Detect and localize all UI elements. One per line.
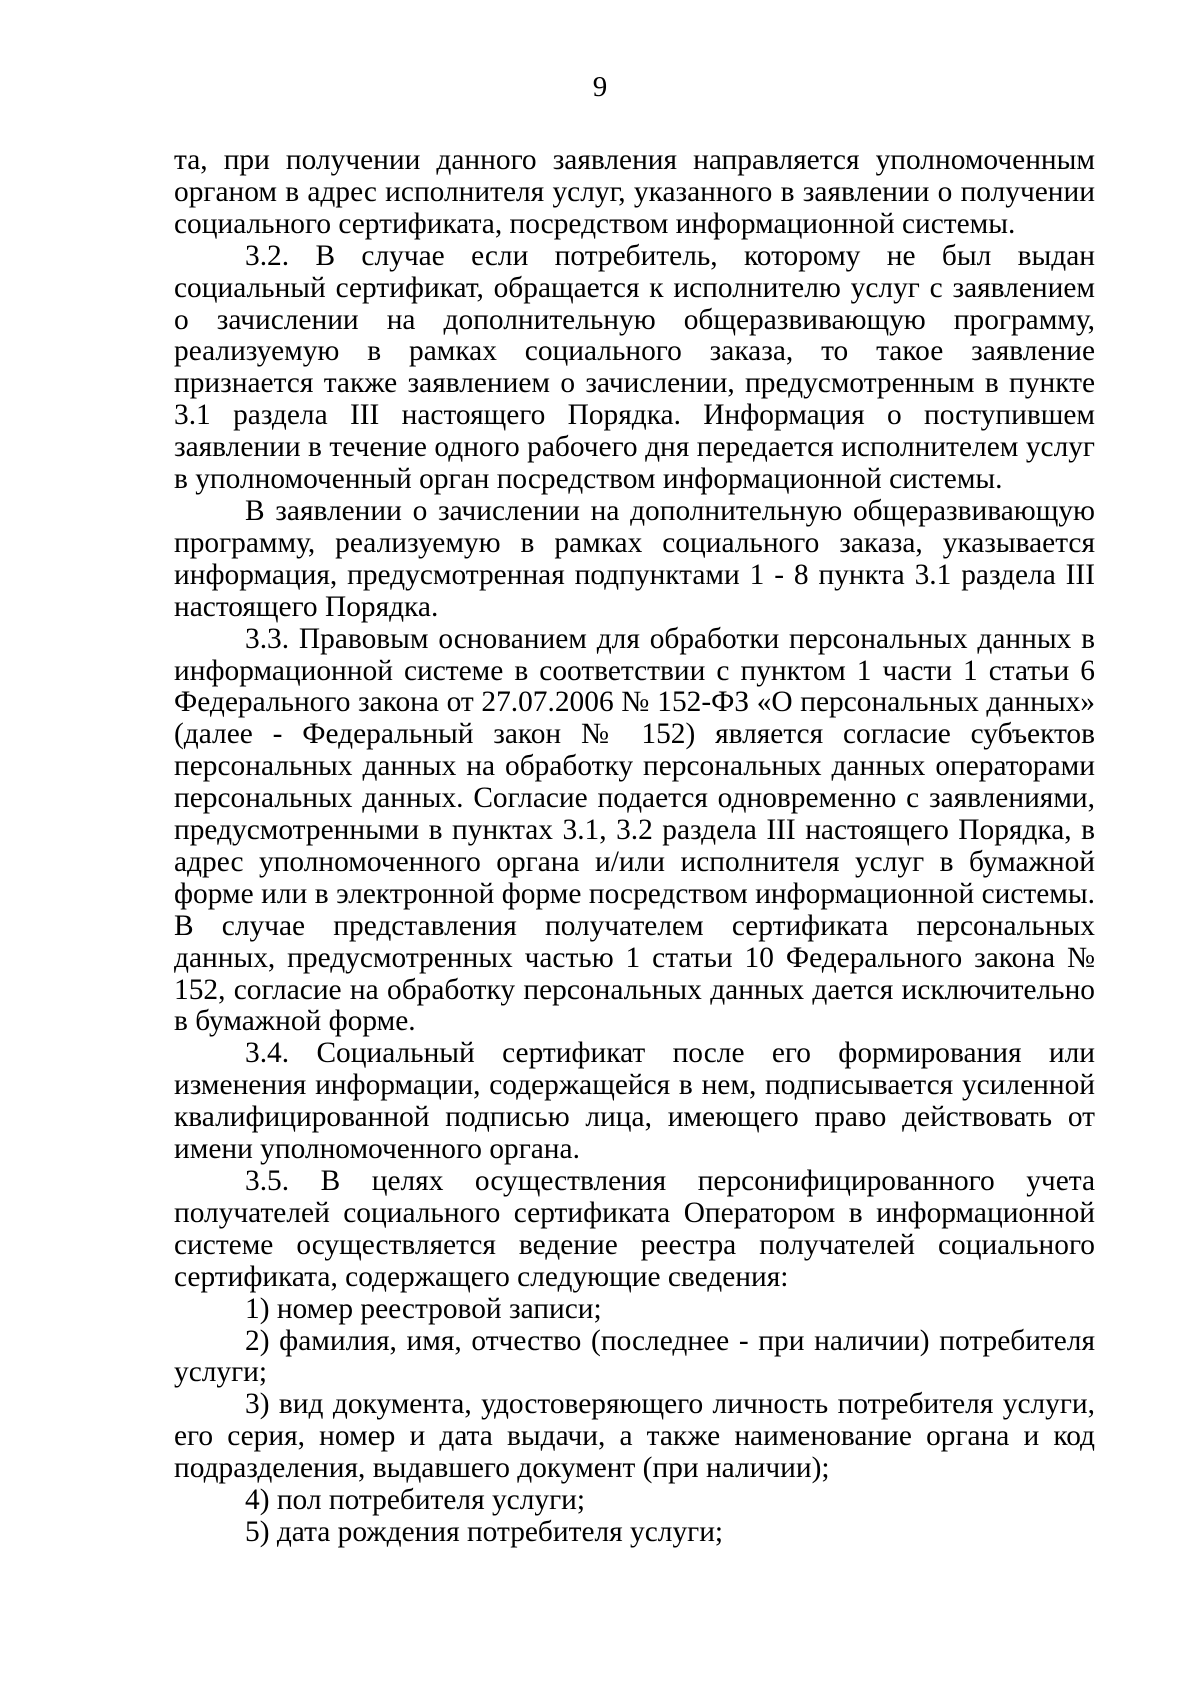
- list-item-3: 3) вид документа, удостоверяющего личность потребителя услуги, его серия, номер и дата выдачи, а также наименование органа и код подразделения, выдавшего документ (при наличии);: [174, 1388, 1095, 1485]
- paragraph-3-3: 3.3. Правовым основанием для обработки персональных данных в информационной системе в соответствии с пунктом 1 части 1 статьи 6 Федерального закона от 27.07.2006 № 152-ФЗ «О персональных данных» (далее - Федеральный закон № 152) является согласие субъектов персональных данных на обработку персональных данных операторами персональных данных. Согласие подается одновременно с заявлениями, предусмотренными в пунктах 3.1, 3.2 раздела III настоящего Порядка, в адрес уполномоченного органа и/или исполнителя услуг в бумажной форме или в электронной форме посредством информационной системы. В случае представления получателем сертификата персональных данных, предусмотренных частью 1 статьи 10 Федерального закона № 152, согласие на обработку персональных данных дается исключительно в бумажной форме.: [174, 622, 1095, 1038]
- page-number: 9: [592, 71, 608, 103]
- document-body: [174, 145, 1095, 1549]
- paragraph-3-2-application-info: В заявлении о зачислении на дополнительную общеразвивающую программу, реализуемую в рамках социального заказа, указывается информация, предусмотренная подпунктами 1 - 8 пункта 3.1 раздела III настоящего Порядка.: [174, 494, 1095, 623]
- paragraph-3-4: 3.4. Социальный сертификат после его формирования или изменения информации, содержащейся в нем, подписывается усиленной квалифицированной подписью лица, имеющего право действовать от имени уполномоченного органа.: [174, 1037, 1095, 1166]
- paragraph-3-2: 3.2. В случае если потребитель, которому не был выдан социальный сертификат, обращается к исполнителю услуг с заявлением о зачислении на дополнительную общеразвивающую программу, реализуемую в рамках социального заказа, то такое заявление признается также заявлением о зачислении, предусмотренным в пункте 3.1 раздела III настоящего Порядка. Информация о поступившем заявлении в течение одного рабочего дня передается исполнителем услуг в уполномоченный орган посредством информационной системы.: [174, 239, 1095, 496]
- list-item-1: 1) номер реестровой записи;: [245, 1292, 602, 1325]
- list-item-2: 2) фамилия, имя, отчество (последнее - при наличии) потребителя услуги;: [174, 1324, 1095, 1389]
- paragraph-3-5: 3.5. В целях осуществления персонифицированного учета получателей социального сертификата Оператором в информационной системе осуществляется ведение реестра получателей социального сертификата, содержащего следующие сведения:: [174, 1165, 1095, 1293]
- paragraph-continuation: та, при получении данного заявления направляется уполномоченным органом в адрес исполнителя услуг, указанного в заявлении о получении социального сертификата, посредством информационной системы.: [174, 144, 1095, 240]
- list-item-5: 5) дата рождения потребителя услуги;: [245, 1515, 724, 1548]
- list-item-4: 4) пол потребителя услуги;: [245, 1484, 586, 1517]
